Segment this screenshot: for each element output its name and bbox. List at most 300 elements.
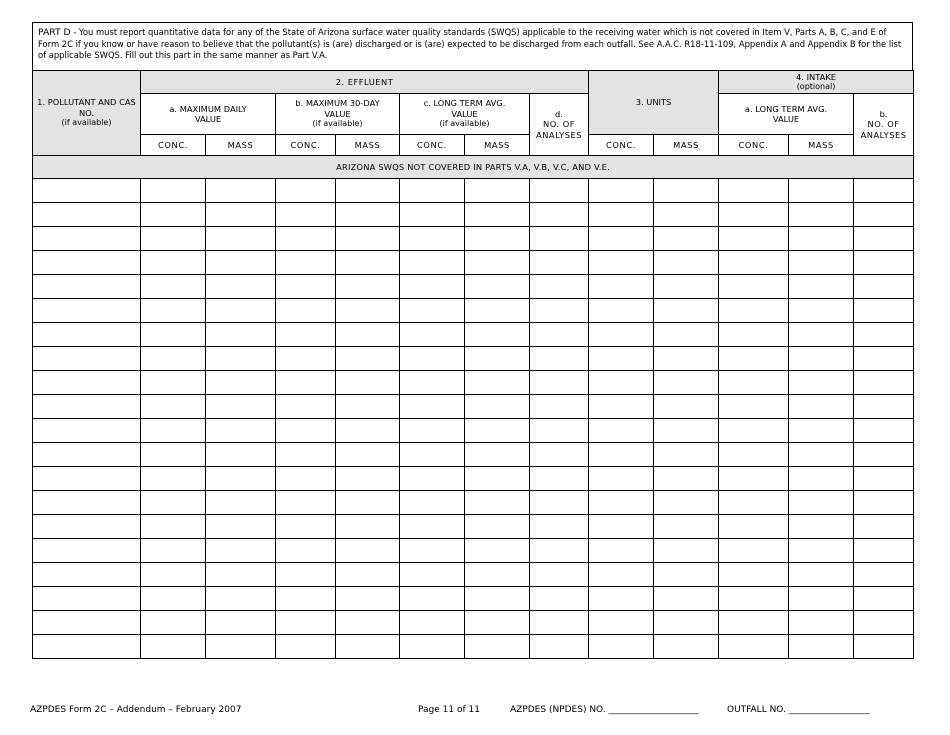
entry-cell[interactable] xyxy=(206,491,276,515)
entry-cell[interactable] xyxy=(33,275,141,299)
entry-cell[interactable] xyxy=(789,515,854,539)
entry-cell[interactable] xyxy=(336,251,400,275)
entry-cell[interactable] xyxy=(141,587,206,611)
entry-cell[interactable] xyxy=(654,635,719,659)
entry-cell[interactable] xyxy=(206,443,276,467)
eff-max-daily-header xyxy=(141,94,276,135)
entry-cell[interactable] xyxy=(400,251,465,275)
entry-cell[interactable] xyxy=(719,635,789,659)
entry-cell[interactable] xyxy=(465,347,530,371)
entry-cell[interactable] xyxy=(33,179,141,203)
entry-cell[interactable] xyxy=(589,395,654,419)
entry-cell[interactable] xyxy=(530,515,589,539)
entry-cell[interactable] xyxy=(654,251,719,275)
entry-cell[interactable] xyxy=(589,635,654,659)
entry-cell[interactable] xyxy=(465,395,530,419)
table-row xyxy=(33,251,914,275)
entry-cell[interactable] xyxy=(400,563,465,587)
entry-cell[interactable] xyxy=(141,275,206,299)
entry-cell[interactable] xyxy=(854,491,914,515)
entry-cell[interactable] xyxy=(854,467,914,491)
entry-cell[interactable] xyxy=(589,563,654,587)
entry-cell[interactable] xyxy=(654,299,719,323)
entry-cell[interactable] xyxy=(206,227,276,251)
entry-cell[interactable] xyxy=(276,467,336,491)
entry-cell[interactable] xyxy=(530,419,589,443)
entry-cell[interactable] xyxy=(654,515,719,539)
eff-c-mass-label: MASS xyxy=(465,135,530,156)
entry-cell[interactable] xyxy=(789,227,854,251)
entry-cell[interactable] xyxy=(206,251,276,275)
intake-note: (optional) xyxy=(796,82,836,91)
entry-cell[interactable] xyxy=(854,179,914,203)
entry-cell[interactable] xyxy=(336,275,400,299)
eff-max-daily-title: a. MAXIMUM DAILY VALUE xyxy=(169,103,247,124)
intake-mass-label: MASS xyxy=(789,135,854,156)
eff-b-conc-label: CONC. xyxy=(276,135,336,156)
entry-cell[interactable] xyxy=(400,539,465,563)
entry-cell[interactable] xyxy=(654,275,719,299)
entry-cell[interactable] xyxy=(33,227,141,251)
entry-cell[interactable] xyxy=(33,443,141,467)
entry-cell[interactable] xyxy=(719,539,789,563)
entry-cell[interactable] xyxy=(206,419,276,443)
entry-cell[interactable] xyxy=(589,179,654,203)
entry-cell[interactable] xyxy=(530,347,589,371)
eff-analyses-title: NO. OF ANALYSES xyxy=(536,119,582,140)
entry-cell[interactable] xyxy=(33,251,141,275)
entry-cell[interactable] xyxy=(276,299,336,323)
entry-cell[interactable] xyxy=(33,539,141,563)
entry-cell[interactable] xyxy=(589,227,654,251)
entry-cell[interactable] xyxy=(719,443,789,467)
entry-cell[interactable] xyxy=(33,563,141,587)
entry-cell[interactable] xyxy=(465,587,530,611)
entry-cell[interactable] xyxy=(141,299,206,323)
entry-cell[interactable] xyxy=(789,395,854,419)
intake-header xyxy=(719,71,914,94)
entry-cell[interactable] xyxy=(276,179,336,203)
entry-cell[interactable] xyxy=(719,347,789,371)
entry-cell[interactable] xyxy=(654,419,719,443)
entry-cell[interactable] xyxy=(141,467,206,491)
entry-cell[interactable] xyxy=(719,371,789,395)
entry-cell[interactable] xyxy=(589,251,654,275)
eff-c-conc-label: CONC. xyxy=(400,135,465,156)
eff-a-conc-label: CONC. xyxy=(141,135,206,156)
entry-cell[interactable] xyxy=(719,275,789,299)
table-row xyxy=(33,227,914,251)
entry-cell[interactable] xyxy=(789,179,854,203)
entry-cell[interactable] xyxy=(465,251,530,275)
entry-cell[interactable] xyxy=(789,563,854,587)
entry-cell[interactable] xyxy=(789,443,854,467)
entry-cell[interactable] xyxy=(719,611,789,635)
entry-cell[interactable] xyxy=(400,587,465,611)
entry-cell[interactable] xyxy=(206,299,276,323)
entry-cell[interactable] xyxy=(530,563,589,587)
entry-cell[interactable] xyxy=(400,347,465,371)
entry-cell[interactable] xyxy=(465,563,530,587)
entry-cell[interactable] xyxy=(854,395,914,419)
entry-cell[interactable] xyxy=(336,587,400,611)
entry-cell[interactable] xyxy=(400,203,465,227)
entry-cell[interactable] xyxy=(719,395,789,419)
units-title: 3. UNITS xyxy=(635,97,672,108)
entry-cell[interactable] xyxy=(789,371,854,395)
entry-cell[interactable] xyxy=(206,275,276,299)
entry-cell[interactable] xyxy=(789,299,854,323)
entry-cell[interactable] xyxy=(276,443,336,467)
entry-cell[interactable] xyxy=(33,467,141,491)
entry-cell[interactable] xyxy=(465,179,530,203)
entry-cell[interactable] xyxy=(336,491,400,515)
entry-cell[interactable] xyxy=(589,539,654,563)
entry-cell[interactable] xyxy=(141,515,206,539)
entry-cell[interactable] xyxy=(854,347,914,371)
part-d-instructions-text: - You must report quantitative data for any of the State of Arizona surface water quality standards (SWQS) applicable to the receiving water which is not covered in Item V, Parts A, B, C, and E of Form 2C if you know or have reason to believe that the pollutant(s) is (are) discharged or is (are) expected to be discharged from each outfall. See A.A.C. R18-11-109, Appendix A and Appendix B for the list of applicable SWQS. Fill out this part in the same manner as Part V.A. xyxy=(38,27,902,60)
eff-long-term-title: c. LONG TERM AVG. VALUE xyxy=(423,98,506,119)
entry-cell[interactable] xyxy=(530,443,589,467)
entry-cell[interactable] xyxy=(276,347,336,371)
entry-cell[interactable] xyxy=(400,299,465,323)
entry-cell[interactable] xyxy=(206,203,276,227)
entry-cell[interactable] xyxy=(789,251,854,275)
entry-cell[interactable] xyxy=(719,491,789,515)
entry-cell[interactable] xyxy=(654,371,719,395)
entry-cell[interactable] xyxy=(789,467,854,491)
entry-cell[interactable] xyxy=(336,611,400,635)
intake-analyses-title: NO. OF ANALYSES xyxy=(860,119,907,140)
entry-cell[interactable] xyxy=(206,323,276,347)
entry-cell[interactable] xyxy=(654,347,719,371)
entry-cell[interactable] xyxy=(854,611,914,635)
entry-cell[interactable] xyxy=(530,323,589,347)
entry-cell[interactable] xyxy=(530,635,589,659)
effluent-title: 2. EFFLUENT xyxy=(335,76,394,87)
entry-cell[interactable] xyxy=(719,515,789,539)
entry-cell[interactable] xyxy=(589,299,654,323)
entry-cell[interactable] xyxy=(276,419,336,443)
entry-cell[interactable] xyxy=(530,251,589,275)
entry-cell[interactable] xyxy=(589,371,654,395)
entry-cell[interactable] xyxy=(276,227,336,251)
entry-cell[interactable] xyxy=(400,611,465,635)
entry-cell[interactable] xyxy=(33,395,141,419)
eff-max-30day-title: b. MAXIMUM 30-DAY VALUE xyxy=(295,98,380,119)
entry-cell[interactable] xyxy=(589,587,654,611)
entry-cell[interactable] xyxy=(654,443,719,467)
entry-cell[interactable] xyxy=(336,203,400,227)
entry-cell[interactable] xyxy=(654,611,719,635)
entry-cell[interactable] xyxy=(336,563,400,587)
entry-cell[interactable] xyxy=(336,347,400,371)
table-row xyxy=(33,467,914,491)
entry-cell[interactable] xyxy=(206,347,276,371)
entry-cell[interactable] xyxy=(141,179,206,203)
table-row xyxy=(33,419,914,443)
entry-cell[interactable] xyxy=(465,443,530,467)
entry-cell[interactable] xyxy=(33,491,141,515)
entry-cell[interactable] xyxy=(719,227,789,251)
entry-cell[interactable] xyxy=(530,299,589,323)
entry-cell[interactable] xyxy=(589,419,654,443)
entry-cell[interactable] xyxy=(276,539,336,563)
entry-cell[interactable] xyxy=(141,371,206,395)
entry-cell[interactable] xyxy=(336,419,400,443)
units-header xyxy=(589,71,719,135)
intake-analyses-letter: b. xyxy=(879,108,888,119)
entry-cell[interactable] xyxy=(789,419,854,443)
entry-cell[interactable] xyxy=(854,227,914,251)
entry-cell[interactable] xyxy=(719,203,789,227)
entry-cell[interactable] xyxy=(589,275,654,299)
entry-cell[interactable] xyxy=(206,515,276,539)
entry-cell[interactable] xyxy=(789,587,854,611)
entry-cell[interactable] xyxy=(400,227,465,251)
entry-cell[interactable] xyxy=(530,611,589,635)
entry-cell[interactable] xyxy=(276,587,336,611)
entry-cell[interactable] xyxy=(400,371,465,395)
entry-cell[interactable] xyxy=(854,515,914,539)
entry-cell[interactable] xyxy=(654,587,719,611)
section-label: ARIZONA SWQS NOT COVERED IN PARTS V.A, V.B, V.C, AND V.E. xyxy=(33,156,914,179)
entry-cell[interactable] xyxy=(206,539,276,563)
entry-cell[interactable] xyxy=(336,179,400,203)
entry-cell[interactable] xyxy=(465,635,530,659)
entry-cell[interactable] xyxy=(530,227,589,251)
entry-cell[interactable] xyxy=(465,371,530,395)
entry-cell[interactable] xyxy=(33,299,141,323)
entry-cell[interactable] xyxy=(654,323,719,347)
entry-cell[interactable] xyxy=(589,467,654,491)
entry-cell[interactable] xyxy=(141,419,206,443)
entry-cell[interactable] xyxy=(33,203,141,227)
entry-cell[interactable] xyxy=(465,419,530,443)
entry-cell[interactable] xyxy=(141,491,206,515)
col-pollutant-title: 1. POLLUTANT AND CAS NO. xyxy=(37,97,136,118)
entry-cell[interactable] xyxy=(589,611,654,635)
entry-cell[interactable] xyxy=(33,347,141,371)
entry-cell[interactable] xyxy=(336,539,400,563)
entry-cell[interactable] xyxy=(854,251,914,275)
entry-cell[interactable] xyxy=(400,179,465,203)
entry-cell[interactable] xyxy=(336,299,400,323)
entry-cell[interactable] xyxy=(854,419,914,443)
entry-cell[interactable] xyxy=(336,371,400,395)
entry-cell[interactable] xyxy=(400,443,465,467)
entry-cell[interactable] xyxy=(465,611,530,635)
entry-cell[interactable] xyxy=(336,467,400,491)
eff-long-term-note: (if available) xyxy=(439,119,490,129)
units-conc-label: CONC. xyxy=(589,135,654,156)
entry-cell[interactable] xyxy=(789,539,854,563)
entry-cell[interactable] xyxy=(33,419,141,443)
entry-cell[interactable] xyxy=(465,299,530,323)
entry-cell[interactable] xyxy=(206,371,276,395)
entry-cell[interactable] xyxy=(654,179,719,203)
entry-cell[interactable] xyxy=(854,371,914,395)
entry-cell[interactable] xyxy=(206,179,276,203)
entry-cell[interactable] xyxy=(719,323,789,347)
swqs-data-table xyxy=(32,70,914,659)
entry-cell[interactable] xyxy=(530,179,589,203)
entry-cell[interactable] xyxy=(206,587,276,611)
entry-cell[interactable] xyxy=(589,515,654,539)
part-d-instructions xyxy=(32,22,913,70)
entry-cell[interactable] xyxy=(465,203,530,227)
entry-cell[interactable] xyxy=(589,443,654,467)
eff-b-mass-label: MASS xyxy=(336,135,400,156)
entry-cell[interactable] xyxy=(336,443,400,467)
entry-cell[interactable] xyxy=(336,635,400,659)
entry-cell[interactable] xyxy=(276,371,336,395)
entry-cell[interactable] xyxy=(530,587,589,611)
entry-cell[interactable] xyxy=(33,323,141,347)
entry-cell[interactable] xyxy=(854,587,914,611)
entry-cell[interactable] xyxy=(141,251,206,275)
entry-cell[interactable] xyxy=(654,491,719,515)
entry-cell[interactable] xyxy=(719,299,789,323)
entry-cell[interactable] xyxy=(789,275,854,299)
entry-cell[interactable] xyxy=(789,491,854,515)
entry-cell[interactable] xyxy=(276,611,336,635)
entry-cell[interactable] xyxy=(854,539,914,563)
entry-cell[interactable] xyxy=(854,203,914,227)
entry-cell[interactable] xyxy=(141,395,206,419)
entry-cell[interactable] xyxy=(789,635,854,659)
entry-cell[interactable] xyxy=(465,491,530,515)
entry-cell[interactable] xyxy=(719,587,789,611)
footer-page-number: Page 11 of 11 xyxy=(418,705,480,715)
entry-cell[interactable] xyxy=(530,395,589,419)
entry-cell[interactable] xyxy=(719,251,789,275)
entry-cell[interactable] xyxy=(789,347,854,371)
entry-cell[interactable] xyxy=(719,419,789,443)
entry-cell[interactable] xyxy=(276,251,336,275)
entry-cell[interactable] xyxy=(276,563,336,587)
entry-cell[interactable] xyxy=(465,323,530,347)
entry-cell[interactable] xyxy=(276,203,336,227)
entry-cell[interactable] xyxy=(141,563,206,587)
entry-cell[interactable] xyxy=(276,635,336,659)
table-row xyxy=(33,395,914,419)
entry-cell[interactable] xyxy=(789,611,854,635)
entry-cell[interactable] xyxy=(141,635,206,659)
entry-cell[interactable] xyxy=(206,563,276,587)
entry-cell[interactable] xyxy=(276,515,336,539)
entry-cell[interactable] xyxy=(33,587,141,611)
entry-cell[interactable] xyxy=(336,323,400,347)
entry-cell[interactable] xyxy=(400,395,465,419)
entry-cell[interactable] xyxy=(530,539,589,563)
entry-cell[interactable] xyxy=(530,203,589,227)
entry-cell[interactable] xyxy=(654,203,719,227)
entry-cell[interactable] xyxy=(141,323,206,347)
entry-cell[interactable] xyxy=(400,635,465,659)
entry-cell[interactable] xyxy=(276,323,336,347)
entry-cell[interactable] xyxy=(654,227,719,251)
entry-cell[interactable] xyxy=(141,539,206,563)
entry-cell[interactable] xyxy=(33,371,141,395)
col-pollutant-header xyxy=(33,71,141,156)
entry-cell[interactable] xyxy=(336,227,400,251)
entry-cell[interactable] xyxy=(589,491,654,515)
entry-cell[interactable] xyxy=(854,563,914,587)
entry-cell[interactable] xyxy=(400,323,465,347)
entry-cell[interactable] xyxy=(854,275,914,299)
entry-cell[interactable] xyxy=(141,227,206,251)
table-row xyxy=(33,299,914,323)
entry-cell[interactable] xyxy=(276,275,336,299)
entry-cell[interactable] xyxy=(141,203,206,227)
entry-cell[interactable] xyxy=(465,515,530,539)
entry-cell[interactable] xyxy=(141,347,206,371)
entry-cell[interactable] xyxy=(465,539,530,563)
entry-cell[interactable] xyxy=(789,203,854,227)
entry-cell[interactable] xyxy=(400,515,465,539)
entry-cell[interactable] xyxy=(336,395,400,419)
entry-cell[interactable] xyxy=(719,467,789,491)
entry-cell[interactable] xyxy=(400,275,465,299)
entry-cell[interactable] xyxy=(206,611,276,635)
entry-cell[interactable] xyxy=(854,323,914,347)
entry-cell[interactable] xyxy=(276,491,336,515)
entry-cell[interactable] xyxy=(854,299,914,323)
entry-cell[interactable] xyxy=(654,395,719,419)
entry-cell[interactable] xyxy=(276,395,336,419)
entry-cell[interactable] xyxy=(530,371,589,395)
table-row xyxy=(33,443,914,467)
entry-cell[interactable] xyxy=(206,467,276,491)
entry-cell[interactable] xyxy=(654,563,719,587)
intake-conc-label: CONC. xyxy=(719,135,789,156)
entry-cell[interactable] xyxy=(589,347,654,371)
entry-cell[interactable] xyxy=(530,467,589,491)
entry-cell[interactable] xyxy=(854,443,914,467)
entry-cell[interactable] xyxy=(465,227,530,251)
entry-cell[interactable] xyxy=(654,467,719,491)
entry-cell[interactable] xyxy=(400,467,465,491)
table-row xyxy=(33,179,914,203)
entry-cell[interactable] xyxy=(589,323,654,347)
entry-cell[interactable] xyxy=(400,419,465,443)
table-row xyxy=(33,587,914,611)
entry-cell[interactable] xyxy=(33,635,141,659)
intake-title: 4. INTAKE xyxy=(796,71,837,82)
entry-cell[interactable] xyxy=(530,491,589,515)
entry-cell[interactable] xyxy=(530,275,589,299)
entry-cell[interactable] xyxy=(589,203,654,227)
entry-cell[interactable] xyxy=(206,635,276,659)
entry-cell[interactable] xyxy=(33,611,141,635)
entry-cell[interactable] xyxy=(465,275,530,299)
entry-cell[interactable] xyxy=(206,395,276,419)
entry-cell[interactable] xyxy=(654,539,719,563)
entry-cell[interactable] xyxy=(33,515,141,539)
entry-cell[interactable] xyxy=(465,467,530,491)
entry-cell[interactable] xyxy=(336,515,400,539)
table-row xyxy=(33,611,914,635)
entry-cell[interactable] xyxy=(854,635,914,659)
entry-cell[interactable] xyxy=(719,563,789,587)
eff-analyses-header xyxy=(530,94,589,156)
entry-cell[interactable] xyxy=(400,491,465,515)
entry-cell[interactable] xyxy=(141,443,206,467)
entry-cell[interactable] xyxy=(141,611,206,635)
entry-cell[interactable] xyxy=(719,179,789,203)
entry-cell[interactable] xyxy=(789,323,854,347)
